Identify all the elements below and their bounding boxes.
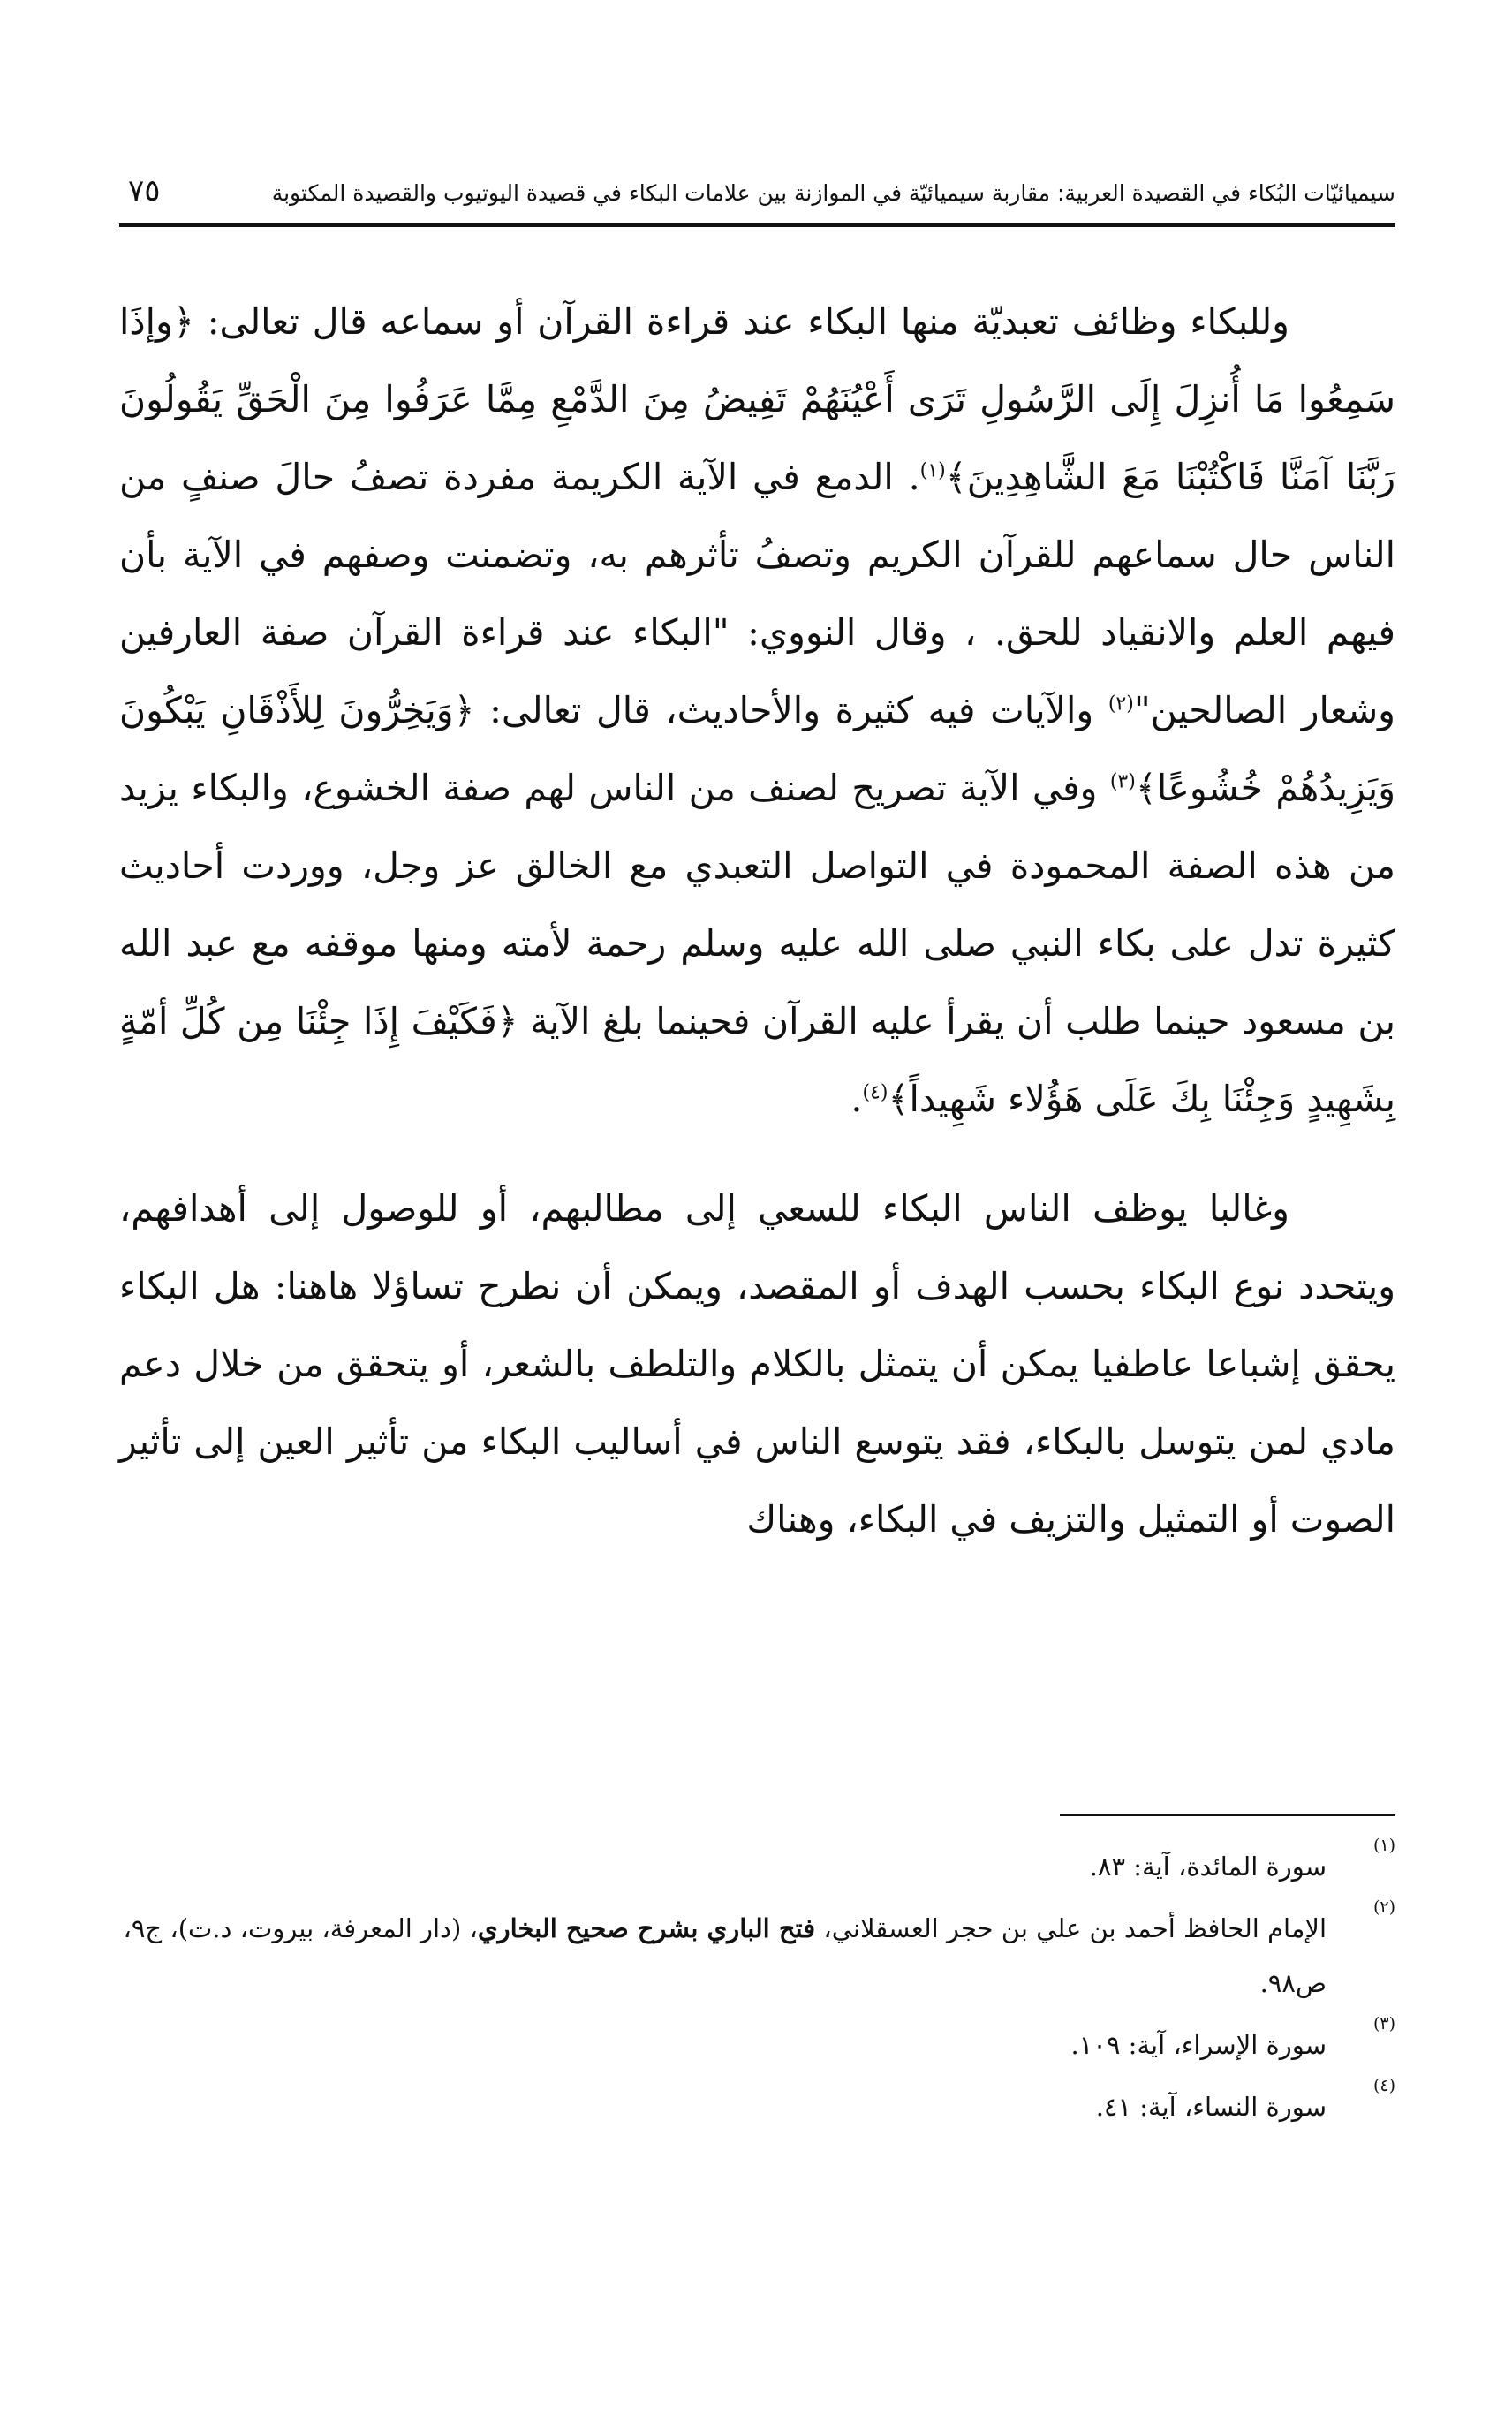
paragraph-1-part-1: وللبكاء وظائف تعبديّة منها البكاء عند قراءة القرآن أو سماعه قال تعالى: ﴿وإذَا سَمِعُوا مَا أُنزِلَ إِلَى الرَّسُولِ تَرَى أَعْيُنَهُمْ تَفِيضُ مِنَ الدَّمْعِ مِمَّا عَرَفُوا مِنَ الْحَقِّ يَقُولُونَ رَبَّنَا آمَنَّا فَاكْتُبْنَا مَعَ الشَّاهِدِينَ﴾ <box>119 300 1395 498</box>
footnote-ref-3: (٣) <box>1109 770 1136 793</box>
footnotes <box>119 1836 1395 2141</box>
running-header <box>119 171 1395 221</box>
footnote-separator <box>1060 1814 1395 1816</box>
paragraph-1-part-2: . الدمع في الآية الكريمة مفردة تصفُ حالَ صنفٍ من الناس حال سماعهم للقرآن الكريم وتصفُ تأثرهم به، وتضمنت وصفهم في الآية بأن فيهم العلم والانقياد للحق. ، وقال النووي: "البكاء عند قراءة القرآن صفة العارفين وشعار الصالحين" <box>119 456 1395 731</box>
footnote-ref-2: (٢) <box>1108 693 1134 716</box>
main-text <box>119 283 1395 1558</box>
footnote-marker: (٤) <box>1372 2076 1395 2095</box>
footnote-book-title: فتح الباري بشرح صحيح البخاري <box>477 1913 816 1943</box>
footnote-text: سورة المائدة، آية: ٨٣. <box>1089 1852 1327 1882</box>
footnote-text-publisher: ، (دار المعرفة، بيروت، د.ت)، ج٩، ص٩٨. <box>123 1913 1327 1998</box>
paragraph-1-part-4: وفي الآية تصريح لصنف من الناس لهم صفة الخشوع، والبكاء يزيد من هذه الصفة المحمودة في التواصل التعبدي مع الخالق عز وجل، ووردت أحاديث كثيرة تدل على بكاء النبي صلى الله عليه وسلم رحمة لأمته ومنها موقفه مع عبد الله بن مسعود حينما طلب أن يقرأ عليه القرآن فحينما بلغ الآية ﴿فَكَيْفَ إِذَا جِئْنَا مِن كُلِّ أمّةٍ بِشَهِيدٍ وَجِئْنَا بِكَ عَلَى هَؤُلاء شَهِيداً﴾ <box>119 767 1395 1120</box>
footnote-ref-1: (١) <box>919 459 946 482</box>
footnote-text: سورة النساء، آية: ٤١. <box>1095 2092 1327 2122</box>
running-header-title: سيميائيّات البُكاء في القصيدة العربية: مقاربة سيميائيّة في الموازنة بين علامات البكاء في قصيدة اليوتيوب والقصيدة المكتوبة <box>271 180 1395 206</box>
paragraph-2: وغالبا يوظف الناس البكاء للسعي إلى مطالبهم، أو للوصول إلى أهدافهم، ويتحدد نوع البكاء بحسب الهدف أو المقصد، ويمكن أن نطرح تساؤلا هاهنا: هل البكاء يحقق إشباعا عاطفيا يمكن أن يتمثل بالكلام والتلطف بالشعر، أو يتحقق من خلال دعم مادي لمن يتوسل بالبكاء، فقد يتوسع الناس في أساليب البكاء من تأثير العين إلى تأثير الصوت أو التمثيل والتزيف في البكاء، وهناك <box>119 1187 1395 1541</box>
footnote-ref-4: (٤) <box>862 1081 888 1104</box>
footnote-4 <box>119 2076 1395 2134</box>
footnote-marker: (٣) <box>1372 2014 1395 2033</box>
footnote-2 <box>119 1897 1395 2011</box>
paragraph-1-part-3: والآيات فيه كثيرة والأحاديث، قال تعالى: ﴿وَيَخِرُّونَ لِلأَذْقَانِ يَبْكُونَ وَيَزِيدُهُمْ خُشُوعًا﴾ <box>119 689 1395 809</box>
paragraph-1 <box>119 283 1395 1138</box>
header-rule-thick <box>119 223 1395 227</box>
page-number: ٧٥ <box>128 173 161 208</box>
footnote-text: سورة الإسراء، آية: ١٠٩. <box>1070 2030 1327 2060</box>
footnote-3 <box>119 2014 1395 2072</box>
footnote-marker: (٢) <box>1372 1897 1395 1917</box>
footnote-1 <box>119 1836 1395 1894</box>
footnote-marker: (١) <box>1372 1836 1395 1855</box>
paragraph-1-part-5: . <box>850 1078 863 1120</box>
footnote-text-author: الإمام الحافظ أحمد بن علي بن حجر العسقلاني، <box>815 1913 1327 1943</box>
